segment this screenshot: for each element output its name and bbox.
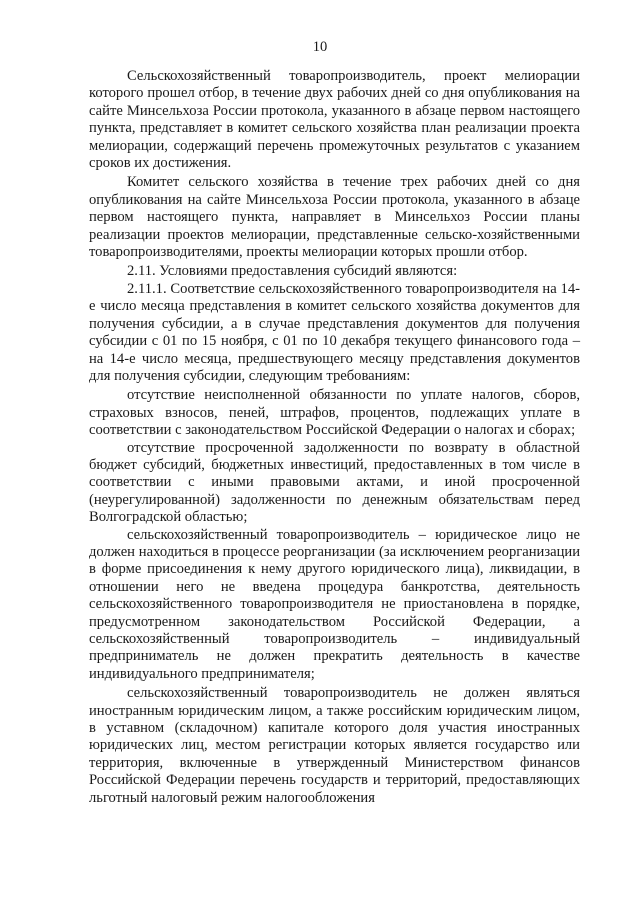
paragraph-no-tax-debt: отсутствие неисполненной обязанности по уплате налогов, сборов, страховых взносов, пеней, штрафов, процентов, подлежащих уплате в соответствии с законодательством Российской Федерации о налогах и сборах; — [89, 387, 580, 439]
paragraph-committee-submission: Комитет сельского хозяйства в течение трех рабочих дней со дня опубликования на сайте Минсельхоза России протокола, указанного в абзаце первом настоящего пункта, направляет в Минсельхоз России планы реализации проектов мелиорации, представленные сельско-хозяйственными товаропроизводителями, проекты мелиорации которых прошли отбор. — [89, 174, 580, 261]
paragraph-no-overdue-debt: отсутствие просроченной задолженности по возврату в областной бюджет субсидий, бюджетных инвестиций, предоставленных в том числе в соответствии с иными правовыми актами, и иной просроченной (неурегулированной) задолженности по денежным обязательствам перед Волгоградской областью; — [89, 439, 580, 526]
paragraph-not-foreign-entity: сельскохозяйственный товаропроизводитель не должен являться иностранным юридическим лицом, а также российским юридическим лицом, в уставном (складочном) капитале которого доля участия иностранных юридических лиц, местом регистрации которых является государство или территория, включенные в утвержденный Министерством финансов Российской Федерации перечень государств и территорий, предоставляющих льготный налоговый режим налогообложения — [89, 685, 580, 806]
document-body — [89, 68, 580, 807]
paragraph-clause-2-11-1: 2.11.1. Соответствие сельскохозяйственного товаропроизводителя на 14-е число месяца представления в комитет сельского хозяйства документов для получения субсидии, а в случае представления документов для получения субсидии с 01 по 15 ноября, с 01 по 10 декабря текущего финансового года – на 14-е число месяца, предшествующего месяцу представления документов для получения субсидии, следующим требованиям: — [89, 280, 580, 384]
paragraph-conditions-heading: 2.11. Условиями предоставления субсидий являются: — [127, 263, 458, 280]
page-number: 10 — [312, 39, 328, 55]
paragraph-meliorations-plan: Сельскохозяйственный товаропроизводитель, проект мелиорации которого прошел отбор, в течение двух рабочих дней со дня опубликования на сайте Минсельхоза России протокола, указанного в абзаце первом настоящего пункта, представляет в комитет сельского хозяйства план реализации проекта мелиорации, содержащий перечень промежуточных результатов с указанием сроков их достижения. — [89, 68, 580, 172]
paragraph-no-reorganization: сельскохозяйственный товаропроизводитель – юридическое лицо не должен находиться в процессе реорганизации (за исключением реорганизации в форме присоединения к нему другого юридического лица), ликвидации, в отношении него не введена процедура банкротства, деятельность сельскохозяйственного товаропроизводителя не приостановлена в порядке, предусмотренном законодательством Российской Федерации, а сельскохозяйственный товаропроизводитель – индивидуальный предприниматель не должен прекратить деятельность в качестве индивидуального предпринимателя; — [89, 526, 580, 682]
